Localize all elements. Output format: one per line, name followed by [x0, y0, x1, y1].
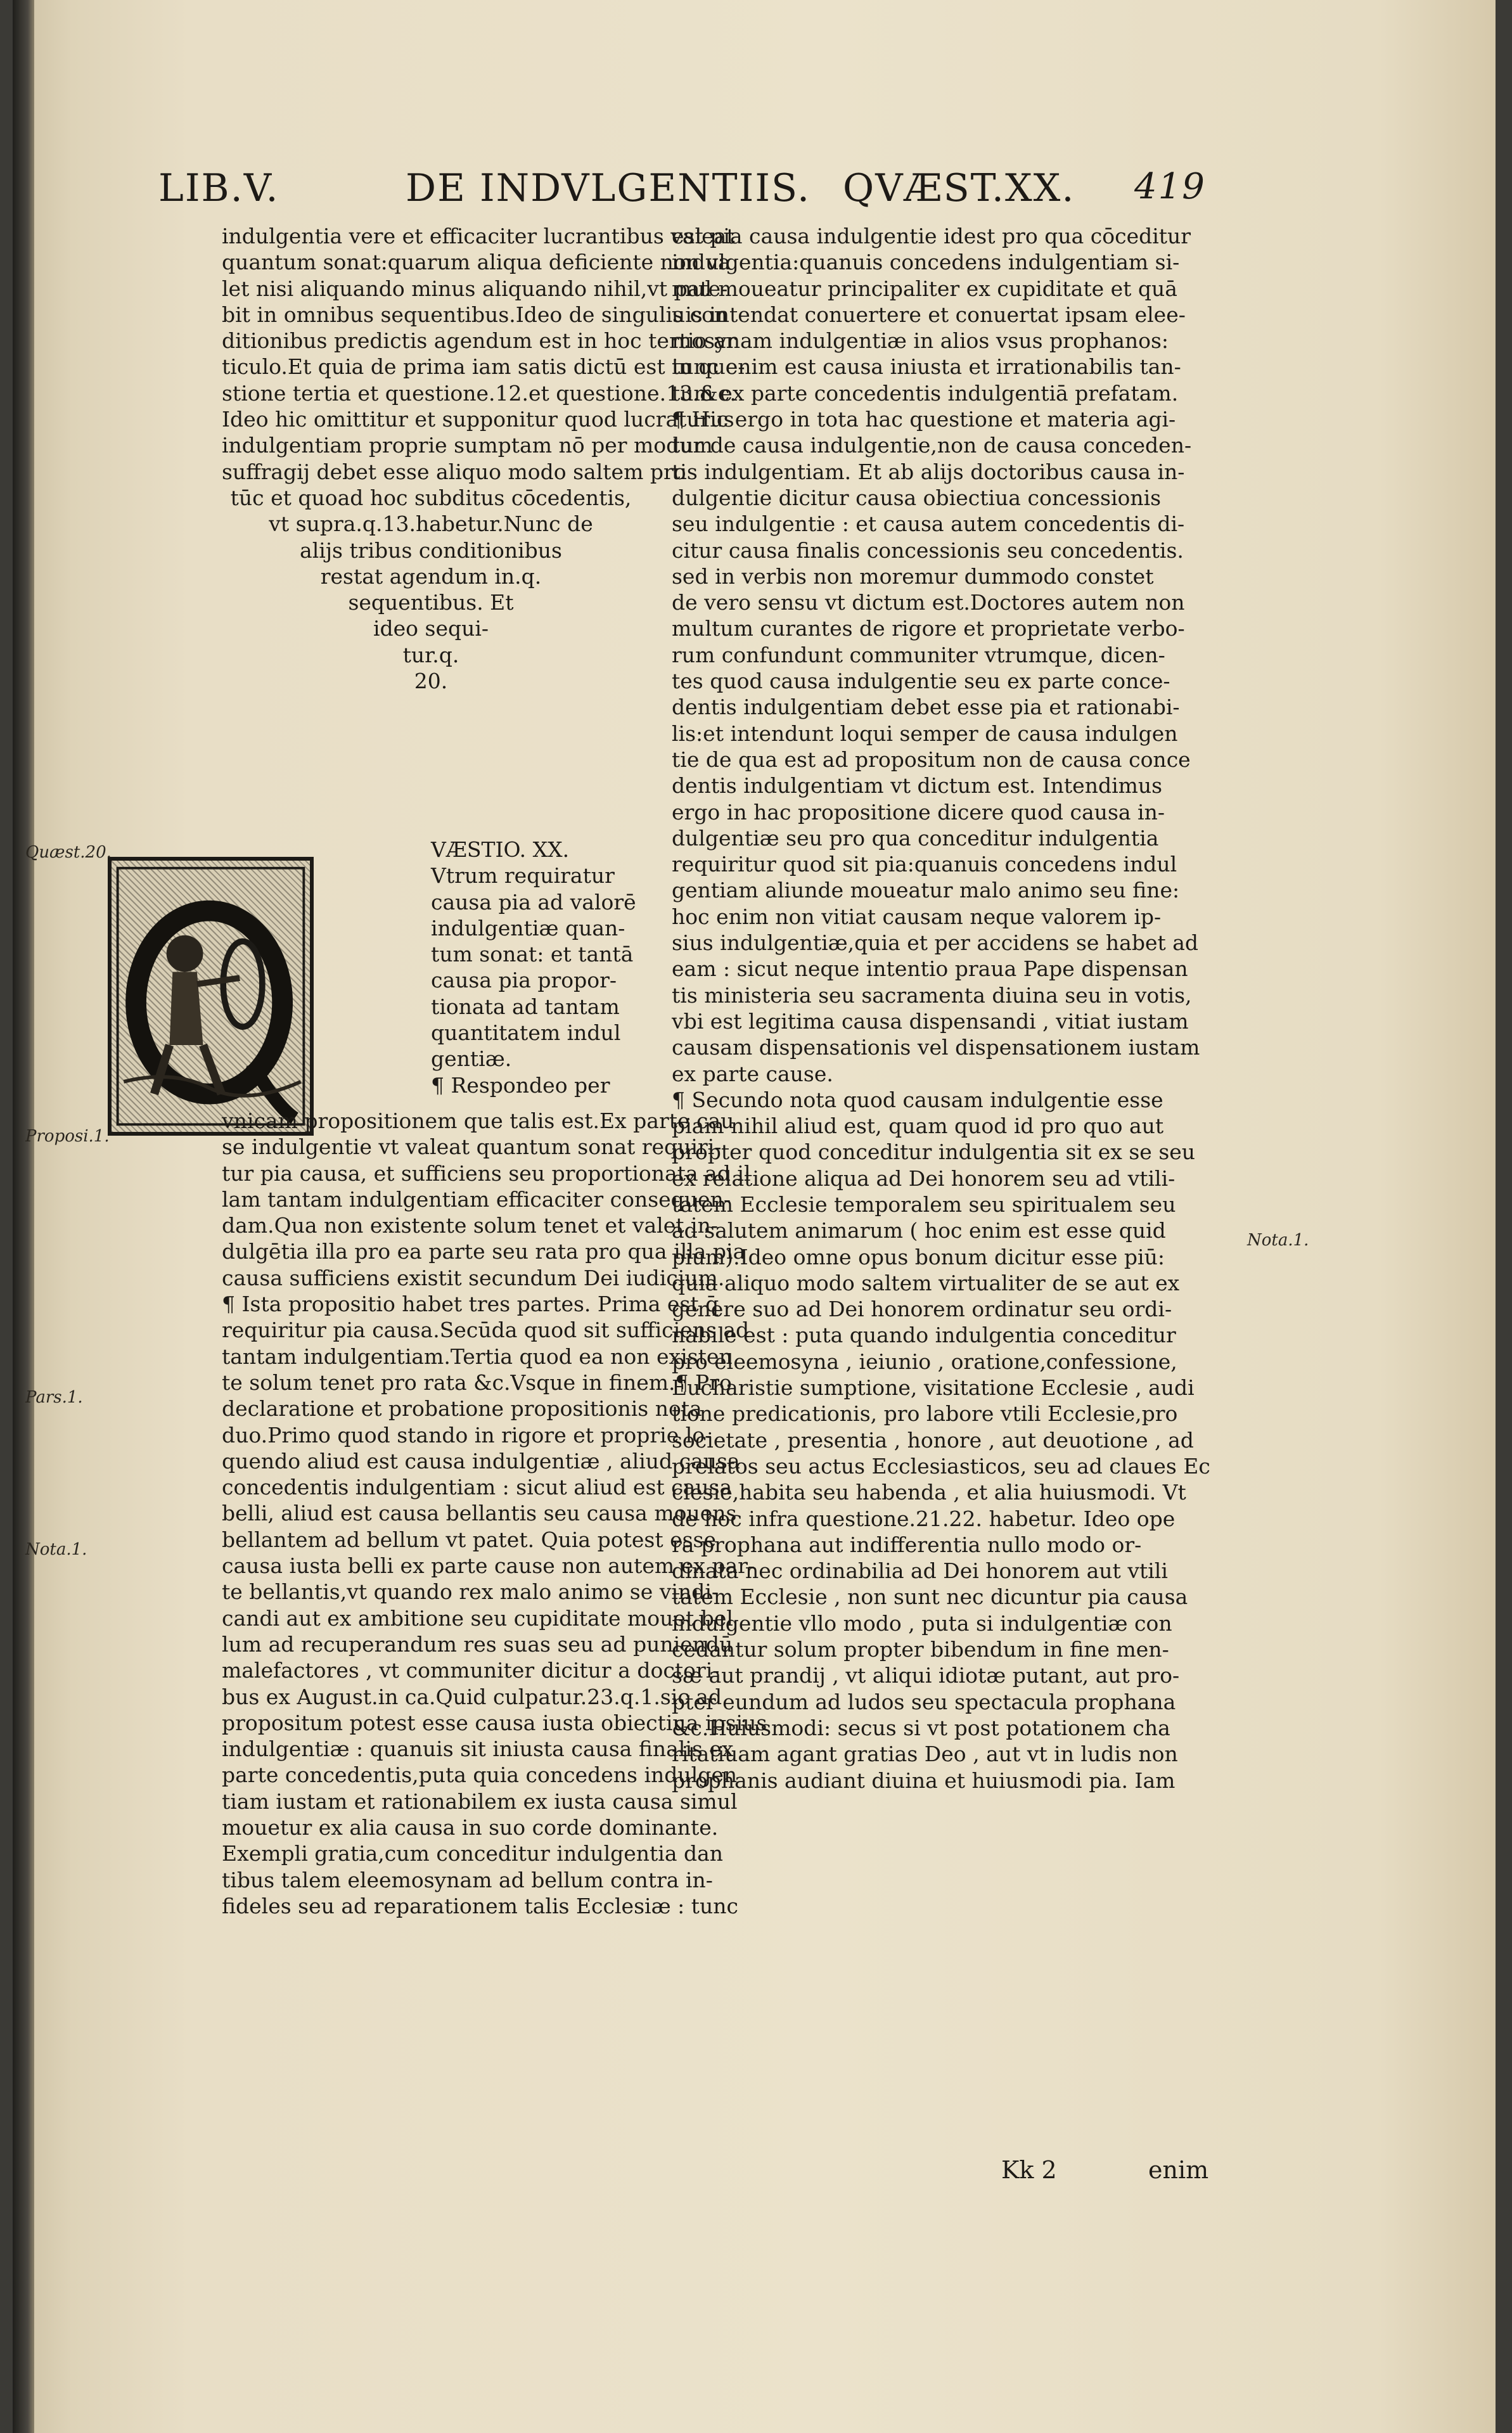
- text-line: ritatiuam agant gratias Deo , aut vt in ludis non: [672, 1742, 1178, 1767]
- margin-note-quaestio: Quæst.20.: [25, 843, 112, 862]
- text-line: Eucharistie sumptione, visitatione Ecclesie , audi: [672, 1375, 1195, 1401]
- text-line: causa iusta belli ex parte cause non autem ex par-: [222, 1553, 755, 1579]
- margin-note-pars: Pars.1.: [25, 1388, 83, 1407]
- text-line: seu indulgentie : et causa autem concedentis di-: [672, 511, 1185, 537]
- text-line: bellantem ad bellum vt patet. Quia potest esse: [222, 1527, 716, 1552]
- text-line: indulgentia:quanuis concedens indulgentiam si-: [672, 250, 1180, 275]
- text-line: tionata ad tantam: [431, 994, 620, 1019]
- text-line: lis:et intendunt loqui semper de causa indulgen: [672, 721, 1178, 746]
- text-line: citur causa finalis concessionis seu concedentis.: [672, 537, 1184, 563]
- text-line: tunc enim est causa iniusta et irrationabilis tan-: [672, 354, 1181, 380]
- text-line: Exempli gratia,cum conceditur indulgentia dan: [222, 1841, 724, 1866]
- text-line: &c.Huiusmodi: secus si vt post potationem cha: [672, 1715, 1170, 1740]
- book-page: [13, 0, 1496, 2433]
- text-line: prelatos seu actus Ecclesiasticos, seu ad claues Ec: [672, 1453, 1210, 1479]
- text-line: mouetur ex alia causa in suo corde dominante.: [222, 1815, 719, 1840]
- text-line: uis intendat conuertere et conuertat ipsam elee-: [672, 302, 1186, 327]
- text-line: nabile est : puta quando indulgentia conceditur: [672, 1323, 1176, 1348]
- left-column-bottom: [222, 1108, 767, 1919]
- text-line: est pia causa indulgentie idest pro qua cōceditur: [672, 224, 1191, 248]
- text-line: gentiam aliunde moueatur malo animo seu fine:: [672, 878, 1180, 903]
- text-line: societate , presentia , honore , aut deuotione , ad: [672, 1427, 1194, 1453]
- text-line: requiritur quod sit pia:quanuis concedens indul: [672, 852, 1177, 877]
- text-line: gentiæ.: [431, 1046, 512, 1072]
- text-line: mosynam indulgentiæ in alios vsus prophanos:: [672, 328, 1169, 354]
- text-line: te bellantis,vt quando rex malo animo se vindi-: [222, 1579, 719, 1605]
- left-column-question-heading: [431, 837, 646, 1098]
- text-line: rum confundunt communiter vtrumque, dicen-: [672, 642, 1165, 667]
- text-line: VÆSTIO. XX.: [431, 837, 570, 862]
- text-line: ¶ Secundo nota quod causam indulgentie esse: [672, 1087, 1163, 1112]
- text-line: tiam iustam et rationabilem ex iusta causa simul: [222, 1788, 738, 1814]
- text-line: tione predicationis, pro labore vtili Ecclesie,pro: [672, 1401, 1178, 1427]
- text-line: concedentis indulgentiam : sicut aliud est causa: [222, 1475, 733, 1500]
- text-line: ideo sequi-: [373, 616, 489, 641]
- text-line: quendo aliud est causa indulgentiæ , aliud causa: [222, 1448, 740, 1473]
- text-line: candi aut ex ambitione seu cupiditate mouet bel: [222, 1605, 733, 1631]
- text-line: causam dispensationis vel dispensationem iustam: [672, 1035, 1200, 1060]
- text-line: 20.: [414, 669, 448, 694]
- text-line: indulgentie vllo modo , puta si indulgentiæ con: [672, 1610, 1172, 1636]
- text-line: ¶ Ista propositio habet tres partes. Prima est q̄: [222, 1292, 719, 1317]
- text-line: vbi est legitima causa dispensandi , vitiat iustam: [672, 1008, 1189, 1034]
- text-line: clesie,habita seu habenda , et alia huiusmodi. Vt: [672, 1480, 1186, 1505]
- text-line: quantitatem indul: [431, 1020, 621, 1046]
- text-line: tis ministeria seu sacramenta diuina seu in votis,: [672, 982, 1192, 1008]
- text-line: quantum sonat:quarum aliqua deficiente non va: [222, 250, 731, 275]
- text-line: propositum potest esse causa iusta obiectiua ipsius: [222, 1710, 767, 1735]
- text-line: ad salutem animarum ( hoc enim est esse quid: [672, 1218, 1166, 1243]
- running-head: [146, 166, 1280, 217]
- text-line: de vero sensu vt dictum est.Doctores autem non: [672, 590, 1185, 615]
- text-line: tur pia causa, et sufficiens seu proportionata ad il: [222, 1160, 751, 1186]
- folio-number: 419: [1134, 166, 1206, 207]
- text-line: ra prophana aut indifferentia nullo modo or-: [672, 1532, 1142, 1557]
- text-line: ¶ Respondeo per: [431, 1072, 610, 1098]
- text-line: duo.Primo quod stando in rigore et proprie lo-: [222, 1422, 712, 1448]
- catchword: enim: [1148, 2156, 1209, 2184]
- text-line: Vtrum requiratur: [431, 863, 615, 889]
- text-line: mul moueatur principaliter ex cupiditate et quā: [672, 276, 1177, 301]
- text-line: tur de causa indulgentie,non de causa conceden-: [672, 433, 1192, 458]
- text-line: indulgentiæ quan-: [431, 915, 625, 940]
- text-line: suffragij debet esse aliquo modo saltem pro: [222, 459, 686, 484]
- woodcut-illustration-icon: [112, 861, 310, 1132]
- text-line: tibus talem eleemosynam ad bellum contra in-: [222, 1867, 713, 1892]
- text-line: sed in verbis non moremur dummodo constet: [672, 563, 1154, 589]
- text-line: tum sonat: et tantā: [431, 942, 634, 967]
- text-line: Ideo hic omittitur et supponitur quod lucraturus: [222, 407, 734, 432]
- text-line: ticulo.Et quia de prima iam satis dictū est in que-: [222, 354, 745, 380]
- running-head-book: LIB.V.: [158, 166, 279, 210]
- text-line: lam tantam indulgentiam efficaciter consequen-: [222, 1186, 731, 1212]
- text-line: dentis indulgentiam vt dictum est. Intendimus: [672, 773, 1163, 799]
- text-line: parte concedentis,puta quia concedens indulgen: [222, 1762, 738, 1788]
- text-line: tes quod causa indulgentie seu ex parte conce-: [672, 669, 1170, 694]
- text-line: vt supra.q.13.habetur.Nunc de: [269, 511, 593, 537]
- text-line: let nisi aliquando minus aliquando nihil,vt pate-: [222, 276, 728, 301]
- text-line: tum ex parte concedentis indulgentiā prefatam.: [672, 380, 1179, 406]
- text-line: multum curantes de rigore et proprietate verbo-: [672, 616, 1185, 641]
- text-line: indulgentiæ : quanuis sit iniusta causa finalis ex: [222, 1736, 734, 1762]
- text-line: dulgētia illa pro ea parte seu rata pro qua illa pia: [222, 1239, 746, 1264]
- running-head-title: DE INDVLGENTIIS.: [406, 166, 811, 210]
- woodcut-initial-q: [108, 857, 314, 1136]
- text-line: causa pia ad valorē: [431, 889, 636, 915]
- text-line: indulgentiam proprie sumptam nō per modum: [222, 433, 713, 458]
- text-line: se indulgentie vt valeat quantum sonat requiri-: [222, 1134, 722, 1160]
- text-line: bus ex August.in ca.Quid culpatur.23.q.1.sic ad: [222, 1684, 722, 1709]
- left-column-taper: [222, 485, 640, 694]
- text-line: quia aliquo modo saltem virtualiter de se aut ex: [672, 1270, 1180, 1295]
- text-line: alijs tribus conditionibus: [300, 537, 562, 563]
- text-line: propter quod conceditur indulgentia sit ex se seu: [672, 1139, 1196, 1165]
- text-line: dam.Qua non existente solum tenet et valet in-: [222, 1213, 718, 1238]
- text-line: belli, aliud est causa bellantis seu causa mouens: [222, 1501, 737, 1526]
- text-line: dulgentiæ seu pro qua conceditur indulgentia: [672, 825, 1159, 851]
- text-line: tie de qua est ad propositum non de causa conce: [672, 747, 1191, 772]
- text-line: restat agendum in.q.: [320, 563, 542, 589]
- text-line: tūc et quoad hoc subditus cōcedentis,: [230, 485, 632, 510]
- text-line: tur.q.: [402, 642, 459, 667]
- margin-note-nota-right: Nota.1.: [1247, 1231, 1309, 1250]
- left-column-top: [222, 223, 745, 485]
- text-line: causa sufficiens existit secundum Dei iudicium.: [222, 1265, 725, 1290]
- running-head-question: QVÆST.XX.: [843, 166, 1075, 210]
- book-binding-edge: [13, 0, 34, 2433]
- text-line: pter eundum ad ludos seu spectacula prophana: [672, 1689, 1176, 1714]
- text-line: bit in omnibus sequentibus.Ideo de singulis con: [222, 302, 728, 327]
- margin-note-nota-left: Nota.1.: [25, 1540, 87, 1559]
- text-line: ¶ Hic ergo in tota hac questione et materia agi-: [672, 407, 1176, 432]
- text-line: hoc enim non vitiat causam neque valorem ip-: [672, 904, 1162, 929]
- text-line: fideles seu ad reparationem talis Ecclesiæ : tunc: [222, 1893, 738, 1918]
- text-line: piam nihil aliud est, quam quod id pro quo aut: [672, 1114, 1164, 1139]
- signature-mark: Kk 2: [1001, 2156, 1057, 2184]
- right-column: [672, 223, 1242, 1794]
- text-line: eam : sicut neque intentio praua Pape dispensan: [672, 956, 1188, 982]
- text-line: stione tertia et questione.12.et questione.13.&c.: [222, 380, 736, 406]
- text-line: requiritur pia causa.Secūda quod sit sufficiens ad: [222, 1318, 750, 1343]
- text-line: sæ aut prandij , vt aliqui idiotæ putant, aut pro-: [672, 1663, 1180, 1688]
- text-line: sequentibus. Et: [348, 590, 514, 615]
- text-line: indulgentia vere et efficaciter lucrantibus valeat: [222, 224, 735, 248]
- text-line: tantam indulgentiam.Tertia quod ea non existen: [222, 1344, 733, 1369]
- text-line: dentis indulgentiam debet esse pia et rationabi-: [672, 695, 1180, 720]
- text-line: cedantur solum propter bibendum in fine men-: [672, 1637, 1169, 1662]
- text-line: tis indulgentiam. Et ab alijs doctoribus causa in-: [672, 459, 1185, 484]
- text-line: ditionibus predictis agendum est in hoc tertio ar: [222, 328, 736, 354]
- text-line: malefactores , vt communiter dicitur a doctori-: [222, 1658, 720, 1683]
- text-line: declaratione et probatione propositionis nota: [222, 1396, 702, 1422]
- text-line: dinata nec ordinabilia ad Dei honorem aut vtili: [672, 1558, 1168, 1584]
- text-line: sius indulgentiæ,quia et per accidens se habet ad: [672, 930, 1199, 956]
- text-line: tatem Ecclesie temporalem seu spiritualem seu: [672, 1191, 1176, 1217]
- text-line: pium).Ideo omne opus bonum dicitur esse piū:: [672, 1244, 1165, 1269]
- text-line: de hoc infra questione.21.22. habetur. Ideo ope: [672, 1506, 1176, 1531]
- text-line: genere suo ad Dei honorem ordinatur seu ordi-: [672, 1297, 1172, 1322]
- text-line: causa pia propor-: [431, 968, 617, 993]
- text-line: te solum tenet pro rata &c.Vsque in finem.¶ Pro: [222, 1370, 732, 1395]
- margin-note-propositio: Proposi.1.: [25, 1127, 110, 1146]
- text-line: dulgentie dicitur causa obiectiua concessionis: [672, 485, 1162, 510]
- text-line: tatem Ecclesie , non sunt nec dicuntur pia causa: [672, 1584, 1188, 1610]
- text-line: ex parte cause.: [672, 1061, 833, 1086]
- text-line: vnicam propositionem que talis est.Ex parte cau: [222, 1108, 734, 1133]
- text-line: prophanis audiant diuina et huiusmodi pia. Iam: [672, 1768, 1176, 1793]
- text-line: ex relatione aliqua ad Dei honorem seu ad vtili-: [672, 1165, 1176, 1191]
- text-line: lum ad recuperandum res suas seu ad puniendū: [222, 1631, 733, 1657]
- text-line: ergo in hac propositione dicere quod causa in-: [672, 799, 1165, 825]
- text-line: pro eleemosyna , ieiunio , oratione,confessione,: [672, 1349, 1177, 1374]
